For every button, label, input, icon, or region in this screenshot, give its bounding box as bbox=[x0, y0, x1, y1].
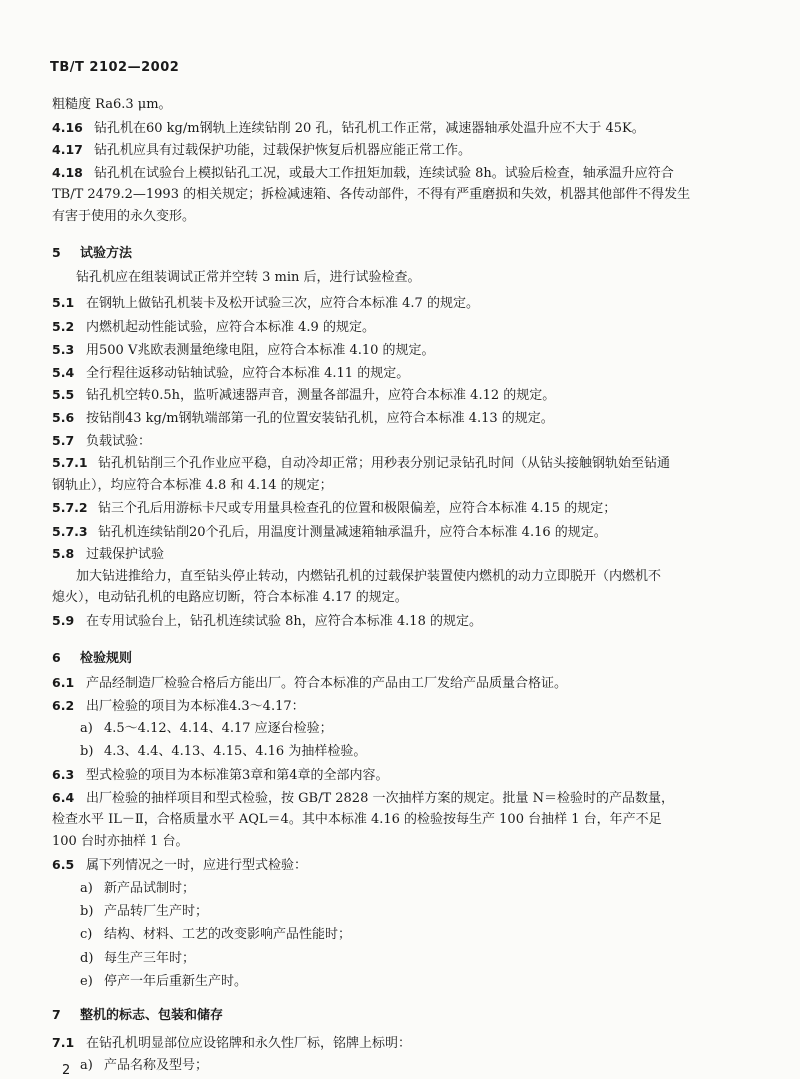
paragraph-line bbox=[76, 567, 776, 587]
clause bbox=[52, 340, 752, 361]
clause-number: 5.7 bbox=[52, 433, 75, 448]
clause-number: 5.2 bbox=[52, 319, 75, 334]
clause-number: 5.6 bbox=[52, 410, 75, 425]
clause-number: 4.16 bbox=[52, 120, 83, 135]
clause-text: TB/T 2479.2—1993 的相关规定；拆检减速箱、各传动部件，不得有严重磨损和失效，机器其他部件不得发生 bbox=[52, 187, 691, 202]
clause-number: 5.4 bbox=[52, 365, 75, 380]
clause bbox=[52, 385, 752, 406]
clause bbox=[52, 363, 752, 384]
clause-number: 6.5 bbox=[52, 857, 75, 872]
list-item bbox=[80, 719, 780, 739]
clause-number: 4.18 bbox=[52, 165, 83, 180]
paragraph-line bbox=[76, 268, 776, 288]
clause-number: 6.2 bbox=[52, 698, 75, 713]
section-heading bbox=[52, 1005, 752, 1026]
clause bbox=[52, 765, 752, 786]
clause-text: 在钻孔机明显部位应设铭牌和永久性厂标，铭牌上标明： bbox=[86, 1036, 412, 1051]
clause-number: 5.7.3 bbox=[52, 524, 88, 539]
list-item-label: a) bbox=[80, 721, 93, 736]
clause bbox=[52, 1033, 752, 1054]
clause-number: 5.1 bbox=[52, 295, 75, 310]
list-item-text: 产品转厂生产时； bbox=[104, 904, 209, 919]
section-number: 5 bbox=[52, 245, 61, 260]
section-heading bbox=[52, 648, 752, 669]
page-number: 2 bbox=[62, 1063, 71, 1078]
clause-text: 加大钻进推给力，直至钻头停止转动，内燃钻孔机的过载保护装置使内燃机的动力立即脱开（内燃机不 bbox=[76, 569, 662, 584]
paragraph-line bbox=[52, 185, 752, 205]
list-item-text: 停产一年后重新生产时。 bbox=[104, 974, 248, 989]
clause-text: 产品经制造厂检验合格后方能出厂。符合本标准的产品由工厂发给产品质量合格证。 bbox=[86, 676, 568, 691]
clause-number: 5.8 bbox=[52, 546, 75, 561]
paragraph-line bbox=[52, 588, 752, 608]
list-item-text: 新产品试制时； bbox=[104, 881, 196, 896]
clause bbox=[52, 544, 752, 565]
clause-text: 负载试验： bbox=[86, 434, 152, 449]
paragraph-line bbox=[52, 95, 752, 115]
clause-text: 全行程往返移动钻轴试验，应符合本标准 4.11 的规定。 bbox=[86, 366, 410, 381]
clause-text: 钢轨止），均应符合本标准 4.8 和 4.14 的规定； bbox=[52, 478, 333, 493]
clause bbox=[52, 696, 752, 717]
section-title: 整机的标志、包装和储存 bbox=[80, 1008, 224, 1023]
clause-text: 钻孔机应在组装调试正常并空转 3 min 后，进行试验检查。 bbox=[76, 270, 421, 285]
section-title: 试验方法 bbox=[80, 246, 133, 261]
standard-code-header: TB/T 2102—2002 bbox=[50, 60, 180, 75]
paragraph-line bbox=[52, 832, 752, 852]
clause-number: 5.9 bbox=[52, 613, 75, 628]
clause bbox=[52, 408, 752, 429]
clause-number: 4.17 bbox=[52, 142, 83, 157]
list-item-text: 4.5～4.12、4.14、4.17 应逐台检验； bbox=[104, 721, 333, 736]
clause-text: 钻三个孔后用游标卡尺或专用量具检查孔的位置和极限偏差，应符合本标准 4.15 的规定； bbox=[98, 501, 617, 516]
list-item-text: 每生产三年时； bbox=[104, 951, 196, 966]
clause-text: 在钢轨上做钻孔机装卡及松开试验三次，应符合本标准 4.7 的规定。 bbox=[86, 296, 479, 311]
list-item bbox=[80, 1056, 780, 1076]
list-item bbox=[80, 972, 780, 992]
clause-text: 钻孔机在60 kg/m钢轨上连续钻削 20 孔，钻孔机工作正常，减速器轴承处温升应不大于 45K。 bbox=[94, 121, 645, 136]
list-item bbox=[80, 902, 780, 922]
section-number: 6 bbox=[52, 650, 61, 665]
clause-text: 按钻削43 kg/m钢轨端部第一孔的位置安装钻孔机，应符合本标准 4.13 的规定。 bbox=[86, 411, 554, 426]
list-item-label: d) bbox=[80, 951, 94, 966]
paragraph-line bbox=[52, 476, 752, 496]
clause-text: 熄火），电动钻孔机的电路应切断，符合本标准 4.17 的规定。 bbox=[52, 590, 408, 605]
list-item-label: a) bbox=[80, 1058, 93, 1073]
clause-text: 用500 V兆欧表测量绝缘电阻，应符合本标准 4.10 的规定。 bbox=[86, 343, 435, 358]
clause bbox=[52, 673, 752, 694]
clause bbox=[52, 611, 752, 632]
clause-text: 粗糙度 Ra6.3 μm。 bbox=[52, 97, 172, 112]
list-item bbox=[80, 742, 780, 762]
clause-number: 6.3 bbox=[52, 767, 75, 782]
clause-text: 出厂检验的项目为本标准4.3～4.17： bbox=[86, 699, 305, 714]
clause-text: 出厂检验的抽样项目和型式检验，按 GB/T 2828 一次抽样方案的规定。批量 N＝检验时的产品数量， bbox=[86, 791, 674, 806]
clause-number: 5.3 bbox=[52, 342, 75, 357]
section-heading bbox=[52, 243, 752, 264]
list-item-label: b) bbox=[80, 744, 94, 759]
clause-text: 内燃机起动性能试验，应符合本标准 4.9 的规定。 bbox=[86, 320, 375, 335]
list-item-text: 结构、材料、工艺的改变影响产品性能时； bbox=[104, 927, 352, 942]
clause-text: 在专用试验台上，钻孔机连续试验 8h，应符合本标准 4.18 的规定。 bbox=[86, 614, 482, 629]
section-number: 7 bbox=[52, 1007, 61, 1022]
clause bbox=[52, 431, 752, 452]
clause-text: 钻孔机在试验台上模拟钻孔工况，或最大工作扭矩加载，连续试验 8h。试验后检查，轴承温升应符合 bbox=[94, 166, 674, 181]
clause-text: 100 台时亦抽样 1 台。 bbox=[52, 834, 189, 849]
clause-number: 5.7.1 bbox=[52, 455, 88, 470]
paragraph-line bbox=[52, 810, 752, 830]
clause bbox=[52, 855, 752, 876]
list-item-label: c) bbox=[80, 927, 93, 942]
clause-text: 属下列情况之一时，应进行型式检验： bbox=[86, 858, 308, 873]
clause bbox=[52, 522, 752, 543]
list-item-label: e) bbox=[80, 974, 93, 989]
list-item bbox=[80, 925, 780, 945]
paragraph-line bbox=[52, 207, 752, 227]
clause bbox=[52, 317, 752, 338]
clause-number: 5.5 bbox=[52, 387, 75, 402]
list-item-label: b) bbox=[80, 904, 94, 919]
list-item-label: a) bbox=[80, 881, 93, 896]
clause-text: 钻孔机应具有过载保护功能，过载保护恢复后机器应能正常工作。 bbox=[94, 143, 472, 158]
clause-text: 钻孔机空转0.5h，监听减速器声音，测量各部温升，应符合本标准 4.12 的规定。 bbox=[86, 388, 556, 403]
section-title: 检验规则 bbox=[80, 651, 133, 666]
clause-text: 钻孔机连续钻削20个孔后，用温度计测量减速箱轴承温升，应符合本标准 4.16 的规定。 bbox=[98, 525, 607, 540]
list-item-text: 产品名称及型号； bbox=[104, 1058, 209, 1073]
clause-text: 检查水平 IL－Ⅱ，合格质量水平 AQL＝4。其中本标准 4.16 的检验按每生产 100 台抽样 1 台，年产不足 bbox=[52, 812, 662, 827]
clause-text: 有害于使用的永久变形。 bbox=[52, 209, 196, 224]
clause-text: 过载保护试验 bbox=[86, 547, 165, 562]
list-item bbox=[80, 879, 780, 899]
clause-text: 钻孔机钻削三个孔作业应平稳，自动冷却正常；用秒表分别记录钻孔时间（从钻头接触钢轨始至钻通 bbox=[98, 456, 671, 471]
list-item bbox=[80, 949, 780, 969]
clause bbox=[52, 140, 752, 161]
clause-number: 6.4 bbox=[52, 790, 75, 805]
clause-number: 5.7.2 bbox=[52, 500, 88, 515]
clause-number: 6.1 bbox=[52, 675, 75, 690]
clause-text: 型式检验的项目为本标准第3章和第4章的全部内容。 bbox=[86, 768, 389, 783]
clause bbox=[52, 118, 752, 139]
clause-number: 7.1 bbox=[52, 1035, 75, 1050]
clause bbox=[52, 163, 752, 184]
clause bbox=[52, 788, 752, 809]
clause bbox=[52, 453, 752, 474]
list-item-text: 4.3、4.4、4.13、4.15、4.16 为抽样检验。 bbox=[104, 744, 367, 759]
clause bbox=[52, 498, 752, 519]
clause bbox=[52, 293, 752, 314]
